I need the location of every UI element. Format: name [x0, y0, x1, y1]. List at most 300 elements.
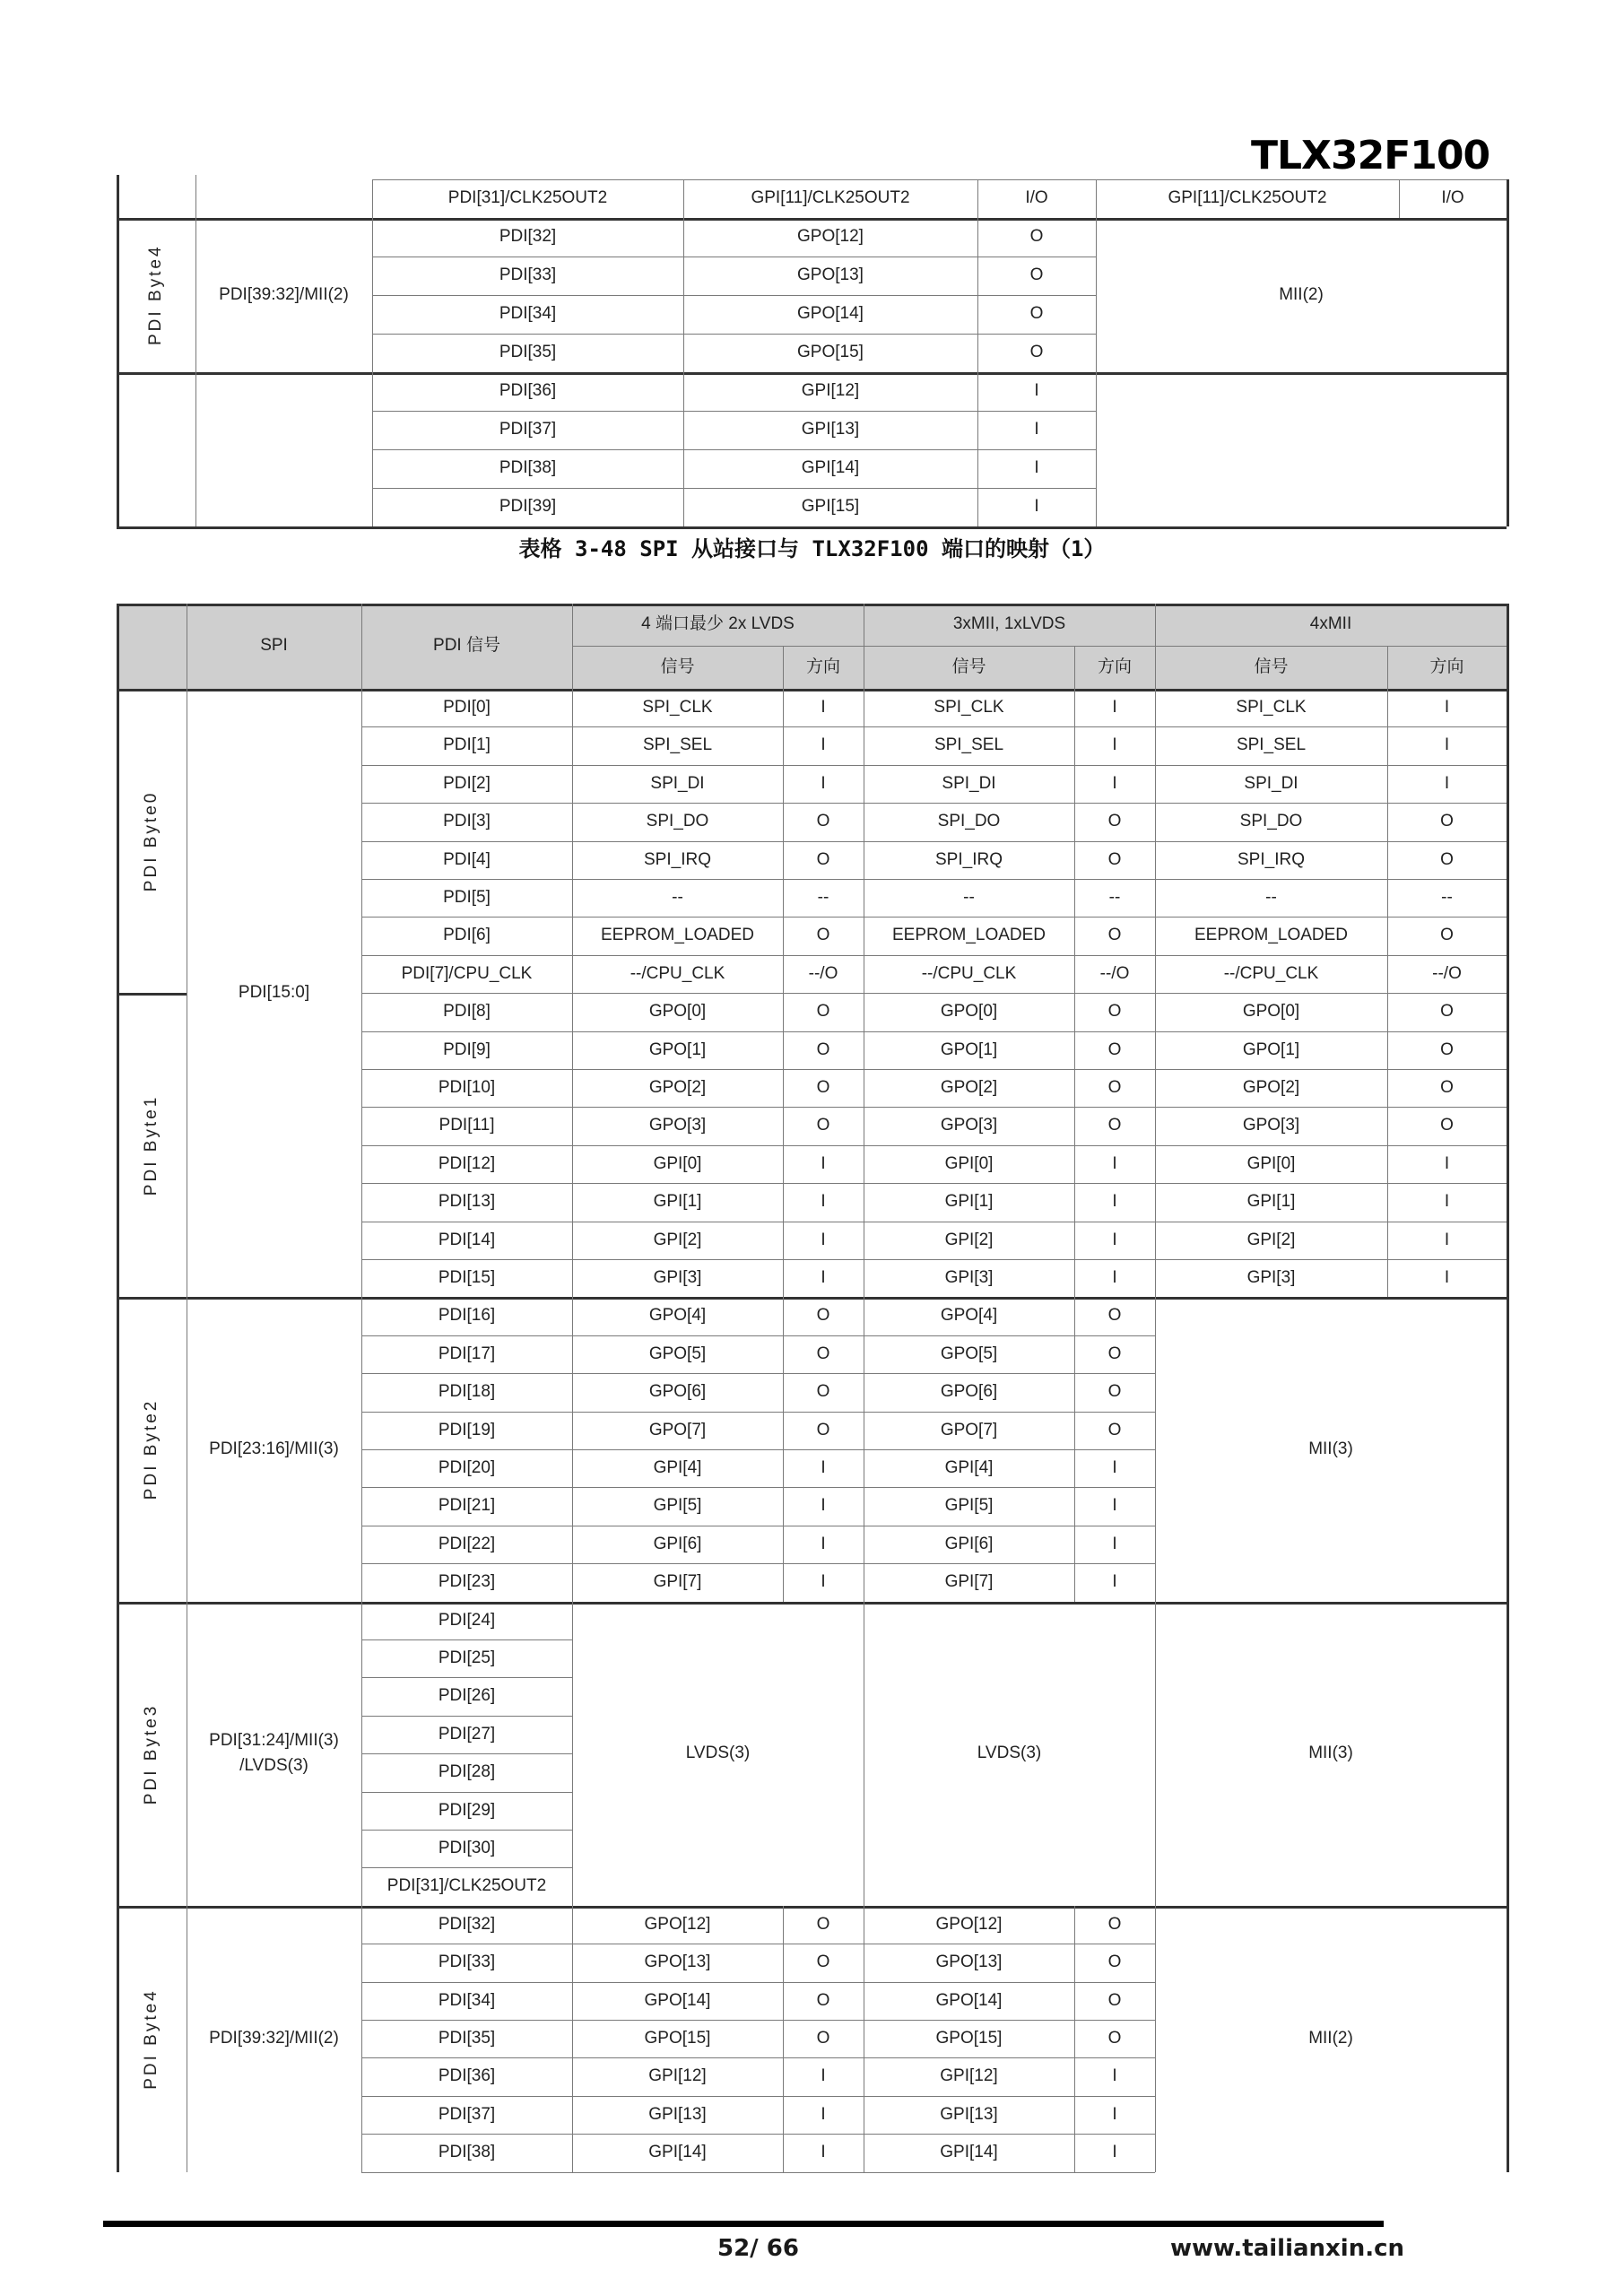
grid-line	[361, 2172, 1155, 2173]
group-label	[117, 1297, 187, 1601]
grid-line	[572, 604, 573, 2172]
pdi-cell-text: PDI[6]	[443, 926, 491, 945]
signal-cell-text: SPI_DO	[1239, 812, 1303, 831]
direction-cell-text: O	[816, 1420, 830, 1439]
signal-cell-text: GPO[12]	[935, 1914, 1003, 1934]
grid-line	[361, 1716, 572, 1717]
signal-cell	[1155, 1107, 1387, 1144]
direction-cell-text: I	[1112, 1153, 1117, 1173]
signal-cell	[572, 2134, 783, 2171]
signal-cell	[1155, 765, 1387, 803]
pdi-cell-text: PDI[36]	[438, 2066, 496, 2086]
grid-line	[372, 179, 1507, 180]
signal-cell-text: EEPROM_LOADED	[1194, 926, 1349, 945]
pdi-cell	[361, 1602, 572, 1639]
grid-line	[361, 1449, 1155, 1450]
pdi-cell-text: PDI[37]	[438, 2104, 496, 2124]
direction-cell	[1074, 1906, 1155, 1944]
header-signal-text: 信号	[951, 657, 986, 676]
signal-cell-text: SPI_SEL	[642, 735, 713, 755]
grid-line	[361, 1792, 572, 1793]
signal-cell-text: GPI[7]	[944, 1572, 994, 1592]
merged-mode-cell	[1155, 1906, 1507, 2172]
pdi-cell	[361, 2020, 572, 2057]
grid-line	[361, 2134, 1155, 2135]
direction-cell	[783, 1145, 864, 1183]
direction-cell-text: I	[1444, 1230, 1450, 1249]
signal-cell-text: GPO[2]	[1242, 1077, 1300, 1097]
grid-line	[361, 1069, 1507, 1070]
signal-cell	[864, 1487, 1074, 1525]
direction-cell	[783, 2096, 864, 2134]
signal-cell	[683, 449, 977, 488]
pdi-cell-text: PDI[10]	[438, 1077, 496, 1097]
grid-line	[117, 993, 187, 996]
direction-cell	[1074, 1297, 1155, 1335]
grid-line	[361, 1639, 572, 1640]
signal-cell	[1155, 1222, 1387, 1259]
direction-cell	[1387, 917, 1507, 954]
group-label-text: PDI Byte0	[141, 790, 161, 891]
pdi-cell-text: PDI[24]	[438, 1610, 496, 1630]
pdi-cell-text: PDI[38]	[499, 458, 557, 478]
header-direction	[1074, 646, 1155, 689]
signal-cell-text: GPO[15]	[935, 2028, 1003, 2048]
direction-cell	[783, 1259, 864, 1297]
direction-cell-text: I	[1112, 735, 1117, 755]
pdi-cell	[361, 1982, 572, 2020]
grid-line	[117, 604, 1507, 606]
signal-cell	[1155, 726, 1387, 764]
direction-cell-text: I	[821, 735, 826, 755]
signal-cell-text: GPI[2]	[1246, 1230, 1296, 1249]
direction-cell-text: O	[1107, 926, 1122, 945]
pdi-cell	[361, 1792, 572, 1830]
direction-cell-text: O	[816, 1952, 830, 1972]
signal-cell-text: GPI[0]	[1246, 1153, 1296, 1173]
signal-cell-text: GPI[13]	[801, 420, 860, 439]
direction-cell	[783, 1373, 864, 1411]
pdi-cell-text: PDI[23]	[438, 1572, 496, 1592]
pdi-cell	[361, 1031, 572, 1069]
grid-line	[361, 726, 1507, 727]
signal-cell-text: SPI_DO	[646, 812, 709, 831]
signal-cell	[864, 917, 1074, 954]
direction-cell-text: O	[1440, 926, 1454, 945]
signal-cell-text: GPO[14]	[935, 1990, 1003, 2010]
grid-line	[117, 175, 119, 526]
pdi-cell-text: PDI[16]	[438, 1306, 496, 1326]
pdi-cell	[361, 1222, 572, 1259]
signal-cell-text: SPI_CLK	[1236, 697, 1307, 717]
direction-cell-text: I	[1112, 2066, 1117, 2086]
pdi-cell-text: PDI[5]	[443, 887, 491, 907]
direction-cell	[783, 879, 864, 917]
signal-cell	[572, 1563, 783, 1601]
signal-cell	[572, 1982, 783, 2020]
signal-cell	[864, 1222, 1074, 1259]
direction-cell	[1387, 803, 1507, 840]
signal-cell-text: SPI_CLK	[934, 697, 1004, 717]
pdi-cell	[372, 411, 683, 449]
pdi-cell	[361, 993, 572, 1031]
direction-cell-text: O	[816, 2028, 830, 2048]
signal-cell-text: SPI_CLK	[642, 697, 713, 717]
direction-cell	[1387, 1069, 1507, 1107]
direction-cell-text: I	[821, 1496, 826, 1516]
direction-cell-text: O	[1440, 1116, 1454, 1135]
grid-line	[1507, 179, 1509, 526]
direction-cell-text: O	[816, 849, 830, 869]
signal-cell-text: GPI[1]	[1246, 1192, 1296, 1212]
header-pdi-signal-text: PDI 信号	[433, 636, 500, 656]
group-label	[117, 689, 187, 993]
group-label	[117, 1602, 187, 1906]
direction-cell	[783, 689, 864, 726]
direction-cell	[1074, 1412, 1155, 1449]
pdi-cell-text: PDI[38]	[438, 2143, 496, 2162]
signal-cell	[572, 917, 783, 954]
direction-cell-text: O	[1107, 1116, 1122, 1135]
direction-cell-text: O	[1107, 1952, 1122, 1972]
signal-cell-text: GPI[12]	[801, 381, 860, 401]
pdi-cell	[361, 2096, 572, 2134]
signal-cell-text: EEPROM_LOADED	[600, 926, 755, 945]
direction-cell	[783, 1563, 864, 1601]
pdi-cell-text: PDI[35]	[499, 343, 557, 362]
pdi-cell	[361, 955, 572, 993]
group-label	[117, 1906, 187, 2172]
grid-line	[361, 917, 1507, 918]
signal-cell	[1155, 1069, 1387, 1107]
grid-line	[195, 175, 196, 526]
header-spi	[187, 604, 361, 689]
direction-cell	[783, 726, 864, 764]
signal-cell	[572, 955, 783, 993]
direction-cell-text: O	[1440, 1039, 1454, 1059]
signal-cell	[864, 1412, 1074, 1449]
pdi-cell	[361, 1412, 572, 1449]
direction-cell-text: I	[821, 1153, 826, 1173]
signal-cell	[864, 841, 1074, 879]
direction-cell-text: O	[1107, 849, 1122, 869]
grid-line	[361, 2057, 1155, 2058]
direction-cell-text: I	[1112, 773, 1117, 793]
signal-cell-text: GPI[4]	[653, 1457, 702, 1477]
grid-line	[1155, 604, 1156, 2172]
signal-cell-text: GPI[3]	[944, 1267, 994, 1287]
direction-cell	[1387, 955, 1507, 993]
signal-cell-text: GPI[6]	[944, 1534, 994, 1553]
direction-cell	[783, 917, 864, 954]
direction-cell-text: O	[816, 1002, 830, 1022]
direction-cell-text: I	[1444, 735, 1450, 755]
header-direction-text: 方向	[805, 657, 840, 676]
direction-cell-text: I	[821, 2104, 826, 2124]
signal-cell-text: GPO[0]	[1242, 1002, 1300, 1022]
direction-cell-text: I	[821, 2143, 826, 2162]
direction-cell	[783, 993, 864, 1031]
merged-mode-cell	[1096, 218, 1507, 372]
direction-cell	[783, 1031, 864, 1069]
grid-line	[361, 1677, 572, 1678]
signal-cell	[1155, 1259, 1387, 1297]
direction-cell	[1074, 1563, 1155, 1601]
pdi-cell	[361, 1183, 572, 1221]
pdi-cell-text: PDI[18]	[438, 1382, 496, 1402]
signal-cell-text: GPI[6]	[653, 1534, 702, 1553]
direction-cell	[1074, 1107, 1155, 1144]
direction-cell	[1074, 1449, 1155, 1487]
direction-cell	[783, 2020, 864, 2057]
direction-cell	[783, 841, 864, 879]
direction-cell	[977, 179, 1096, 218]
signal-cell-text: GPI[3]	[653, 1267, 702, 1287]
signal-cell	[864, 2057, 1074, 2095]
signal-cell	[864, 1069, 1074, 1107]
direction-cell-text: I	[821, 1457, 826, 1477]
pdi-cell-text: PDI[39]	[499, 497, 557, 517]
pdi-cell	[361, 1107, 572, 1144]
direction-cell	[1387, 1259, 1507, 1297]
direction-cell-text: I	[821, 1572, 826, 1592]
header-direction-text: 方向	[1429, 657, 1464, 676]
grid-line	[361, 1259, 1507, 1260]
pdi-cell-text: PDI[34]	[438, 1990, 496, 2010]
signal-cell-text: EEPROM_LOADED	[891, 926, 1046, 945]
grid-line	[361, 1753, 572, 1754]
signal-cell	[572, 803, 783, 840]
direction-cell-text: I	[1112, 2143, 1117, 2162]
merged-mode-cell	[1155, 1297, 1507, 1601]
direction-cell	[1074, 841, 1155, 879]
signal-cell	[572, 1259, 783, 1297]
grid-line	[361, 1487, 1155, 1488]
grid-line	[361, 803, 1507, 804]
signal-cell-text: GPO[4]	[940, 1306, 998, 1326]
website-link[interactable]: www.tailianxin.cn	[1170, 2235, 1405, 2262]
signal-cell	[572, 1335, 783, 1373]
pdi-cell	[361, 803, 572, 840]
grid-line	[117, 372, 1507, 375]
direction-cell	[1074, 1526, 1155, 1563]
direction-cell	[1399, 179, 1507, 218]
signal-cell	[864, 1183, 1074, 1221]
pdi-cell-text: PDI[27]	[438, 1724, 496, 1744]
direction-cell-text: O	[1107, 1002, 1122, 1022]
direction-cell	[1387, 1222, 1507, 1259]
pdi-cell	[372, 257, 683, 295]
signal-cell-text: SPI_IRQ	[935, 849, 1003, 869]
header-signal	[864, 646, 1074, 689]
direction-cell-text: I	[821, 1192, 826, 1212]
pdi-cell	[361, 1487, 572, 1525]
direction-cell	[1074, 1259, 1155, 1297]
grid-line	[361, 879, 1507, 880]
grid-line	[683, 179, 684, 526]
signal-cell	[864, 765, 1074, 803]
direction-cell-text: --	[817, 887, 829, 907]
direction-cell-text: I	[821, 1534, 826, 1553]
signal-cell-text: GPO[6]	[648, 1382, 707, 1402]
direction-cell	[1074, 803, 1155, 840]
direction-cell	[783, 1183, 864, 1221]
signal-cell-text: GPO[7]	[940, 1420, 998, 1439]
pdi-cell	[361, 1677, 572, 1715]
page-number: 52/ 66	[717, 2235, 799, 2262]
spi-cell	[187, 1906, 361, 2172]
pdi-cell-text: PDI[9]	[443, 1039, 491, 1059]
footer-divider	[103, 2221, 1384, 2227]
signal-cell	[864, 1145, 1074, 1183]
signal-cell-text: --/CPU_CLK	[921, 963, 1017, 983]
direction-cell	[1387, 841, 1507, 879]
signal-cell	[572, 1031, 783, 1069]
pdi-cell	[361, 689, 572, 726]
signal-cell	[864, 803, 1074, 840]
direction-cell	[1387, 1031, 1507, 1069]
grid-line	[372, 411, 1096, 412]
direction-cell-text: --	[1108, 887, 1121, 907]
pdi-cell	[361, 726, 572, 764]
signal-cell	[864, 1107, 1074, 1144]
direction-cell-text: O	[1107, 1306, 1122, 1326]
pdi-cell-text: PDI[17]	[438, 1344, 496, 1363]
signal-cell-text: SPI_SEL	[934, 735, 1004, 755]
group-label-text: PDI Byte4	[145, 244, 165, 346]
direction-cell	[783, 1982, 864, 2020]
signal-cell-text: GPO[6]	[940, 1382, 998, 1402]
signal-cell	[572, 1373, 783, 1411]
direction-cell	[783, 1526, 864, 1563]
signal-cell-text: GPO[14]	[644, 1990, 711, 2010]
direction-cell-text: I	[1112, 1457, 1117, 1477]
signal-cell	[864, 1373, 1074, 1411]
pdi-cell-text: PDI[34]	[499, 304, 557, 324]
direction-cell	[1074, 726, 1155, 764]
signal-cell-text: SPI_SEL	[1236, 735, 1307, 755]
signal-cell	[572, 879, 783, 917]
spi-cell	[187, 1602, 361, 1906]
direction-cell-text: I	[1112, 1496, 1117, 1516]
signal-cell-text: GPI[11]/CLK25OUT2	[751, 188, 910, 208]
pdi-cell-text: PDI[30]	[438, 1838, 496, 1857]
direction-cell	[783, 1222, 864, 1259]
signal-cell-text: SPI_DI	[650, 773, 705, 793]
header-direction-text: 方向	[1097, 657, 1132, 676]
direction-cell	[783, 803, 864, 840]
direction-cell-text: O	[816, 1914, 830, 1934]
pdi-cell-text: PDI[33]	[499, 265, 557, 285]
pdi-cell	[361, 1563, 572, 1601]
direction-cell-text: O	[1440, 1077, 1454, 1097]
pdi-cell-text: PDI[0]	[443, 697, 491, 717]
signal-cell	[683, 411, 977, 449]
direction-cell-text: O	[1029, 227, 1044, 247]
direction-cell-text: I	[1112, 2104, 1117, 2124]
pdi-cell-text: PDI[11]	[439, 1116, 495, 1135]
direction-cell	[1074, 993, 1155, 1031]
direction-cell-text: O	[1107, 1077, 1122, 1097]
direction-cell	[783, 1412, 864, 1449]
pdi-cell	[361, 1867, 572, 1905]
signal-cell-text: GPO[7]	[648, 1420, 707, 1439]
direction-cell	[1387, 1145, 1507, 1183]
spi-cell-text: PDI[39:32]/MII(2)	[219, 284, 349, 304]
grid-line	[1074, 646, 1075, 1602]
direction-cell-text: I	[1034, 497, 1039, 517]
pdi-cell	[361, 1906, 572, 1944]
pdi-cell	[361, 1944, 572, 1981]
pdi-cell	[361, 1297, 572, 1335]
direction-cell-text: I	[821, 2066, 826, 2086]
direction-cell	[1074, 1335, 1155, 1373]
signal-cell	[1155, 803, 1387, 840]
direction-cell-text: O	[1107, 1344, 1122, 1363]
pdi-cell-text: PDI[2]	[443, 773, 491, 793]
signal-cell-text: GPO[15]	[644, 2028, 711, 2048]
signal-cell	[572, 1944, 783, 1981]
signal-cell-text: --	[1265, 887, 1277, 907]
signal-cell	[864, 2134, 1074, 2171]
pdi-cell	[372, 488, 683, 526]
signal-cell-text: GPO[1]	[1242, 1039, 1300, 1059]
direction-cell	[1074, 765, 1155, 803]
direction-cell-text: O	[1440, 812, 1454, 831]
group-label	[117, 993, 187, 1297]
direction-cell	[1074, 1222, 1155, 1259]
direction-cell-text: I	[1034, 381, 1039, 401]
direction-cell-text: O	[1107, 1382, 1122, 1402]
direction-cell-text: I	[1034, 420, 1039, 439]
signal-cell	[864, 1031, 1074, 1069]
direction-cell	[1387, 689, 1507, 726]
merged-mode-cell	[1155, 1602, 1507, 1906]
grid-line	[117, 1602, 1507, 1605]
signal-cell-text: GPI[4]	[944, 1457, 994, 1477]
direction-cell-text: I	[1034, 458, 1039, 478]
grid-line	[361, 1107, 1507, 1108]
pdi-cell	[361, 1069, 572, 1107]
signal-cell	[683, 334, 977, 372]
pdi-cell-text: PDI[26]	[438, 1686, 496, 1706]
direction-cell-text: O	[1107, 2028, 1122, 2048]
signal-cell-text: --/CPU_CLK	[630, 963, 725, 983]
header-mode-4xmii-text: 4xMII	[1309, 614, 1352, 634]
signal-cell-text: GPI[1]	[944, 1192, 994, 1212]
header-direction	[1387, 646, 1507, 689]
header-pdi-signal	[361, 604, 572, 689]
direction-cell-text: I	[1444, 697, 1450, 717]
direction-cell-text: I	[1112, 1572, 1117, 1592]
direction-cell-text: O	[1029, 343, 1044, 362]
signal-cell	[1155, 993, 1387, 1031]
grid-line	[117, 1906, 1507, 1909]
signal-cell	[864, 1297, 1074, 1335]
signal-cell-text: GPI[14]	[648, 2143, 707, 2162]
signal-cell	[1155, 955, 1387, 993]
spi-cell-text: PDI[39:32]/MII(2)	[209, 2028, 339, 2048]
pdi-cell	[361, 2057, 572, 2095]
signal-cell	[572, 2020, 783, 2057]
grid-line	[361, 2020, 1155, 2021]
pdi-cell-text: PDI[15]	[438, 1267, 496, 1287]
direction-cell-text: O	[816, 1039, 830, 1059]
signal-cell-text: GPI[13]	[940, 2104, 998, 2124]
signal-cell	[864, 726, 1074, 764]
grid-line	[361, 1563, 1155, 1564]
signal-cell	[683, 218, 977, 257]
